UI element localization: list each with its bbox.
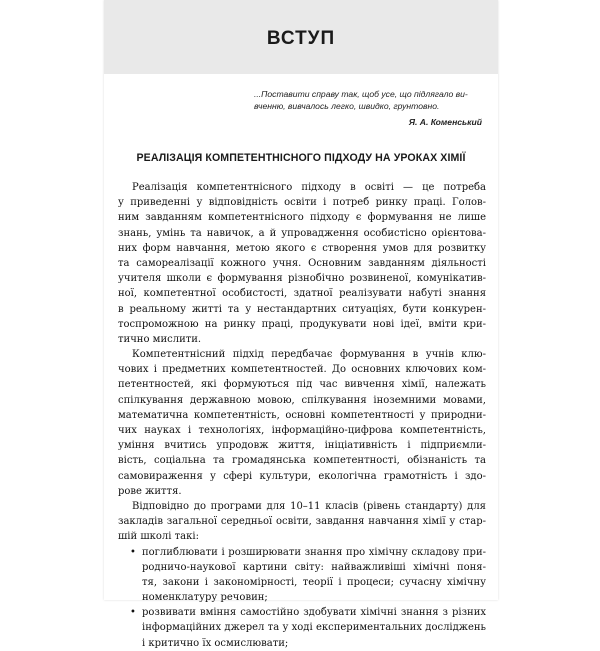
bullet-item-line: тя, закони і закономірності, теорії і процеси; сучасну хімічну [142,576,486,588]
paragraph-line: спілкування державною мовою, спілкування іноземними мовами, [118,394,486,406]
paragraph-line: Відповідно до програми для 10–11 класів (рівень стандарту) для [132,500,486,512]
bullet-item-line: родничо-наукової картини світу: найважливіші хімічні поня- [142,561,486,573]
paragraph-line: ним завданням компетентнісного підходу є формування не лише [118,212,486,224]
book-page [104,0,498,649]
paragraph-line: рове життя. [118,485,182,497]
paragraph-line: тоспроможною на ринку праці, продукувати нові ідеї, вміти кри- [118,318,486,330]
paragraph-line: знань, умінь та навичок, а й упровадження особистісно орієнтова- [118,227,486,239]
paragraph-line: чих науках і технологіях, інформаційно-цифрова компетентність, [118,425,486,436]
bullet-item-line: і критично їх осмислювати; [142,637,289,649]
paragraph-line: тично мислити. [118,333,202,345]
paragraph-line: та самореалізації кожного учня. Основним завданням діяльності [118,257,486,269]
epigraph-line: ...Поставити справу так, щоб усе, що підлягало ви- [254,89,468,99]
epigraph [254,88,482,128]
paragraph-line: них форм навчання, метою якого є створення умов для розвитку [118,242,486,254]
paragraph-line: петентностей, які формуються під час вивчення хімії, належать [118,379,486,391]
paragraph-line: учителя школи є формування різнобічно розвиненої, комунікатив- [118,273,486,285]
paragraph-line: ної, компетентної особистості, здатної реалізувати набуті знання [118,288,486,300]
paragraph-line: закладів загальної середньої освіти, завдання навчання хімії у стар- [118,516,486,528]
epigraph-author: Я. А. Коменський [408,117,482,127]
paragraph-line: уміння вчитись упродовж життя, ініціативність і підприємли- [118,440,486,452]
paragraph-line: Реалізація компетентнісного підходу в освіті — це потреба [132,182,486,193]
bullet-item-line: номенклатуру речовин; [142,592,268,604]
paragraph-line: вість, соціальна та громадянська компетентності, обізнаність та [118,455,486,467]
epigraph-line: вченню, вивчалось легко, швидко, грунтовно. [254,101,440,111]
paragraph-line: шій школі такі: [118,531,199,543]
bullet-item-line: • розвивати вміння самостійно здобувати хімічні знання з різних [118,605,486,620]
paragraph-line: Компетентнісний підхід передбачає формування в учнів клю- [132,349,486,361]
section-title: РЕАЛІЗАЦІЯ КОМПЕТЕНТНІСНОГО ПІДХОДУ НА УРОКАХ ХІМІЇ [136,152,466,164]
paragraph-line: самовираження у сфері культури, екологічна грамотність і здо- [118,470,486,482]
paragraph-line: в реальному житті та у нестандартних ситуаціях, бути конкурен- [118,303,486,315]
paragraph-line: математична компетентність, основні компетентності у природни- [118,409,486,421]
chapter-header-band [104,0,498,74]
paragraph-line: чових і предметних компетентностей. До основних ключових ком- [118,364,486,376]
bullet-item-line: • поглиблювати і розширювати знання про хімічну складову при- [118,545,486,560]
body-text [118,180,486,651]
chapter-title: ВСТУП [266,28,336,49]
paragraph-line: у приведенні у відповідність освіти і потреб ринку праці. Голов- [118,197,486,209]
bullet-item-line: інформаційних джерел та у ході експериментальних досліджень [142,622,486,634]
